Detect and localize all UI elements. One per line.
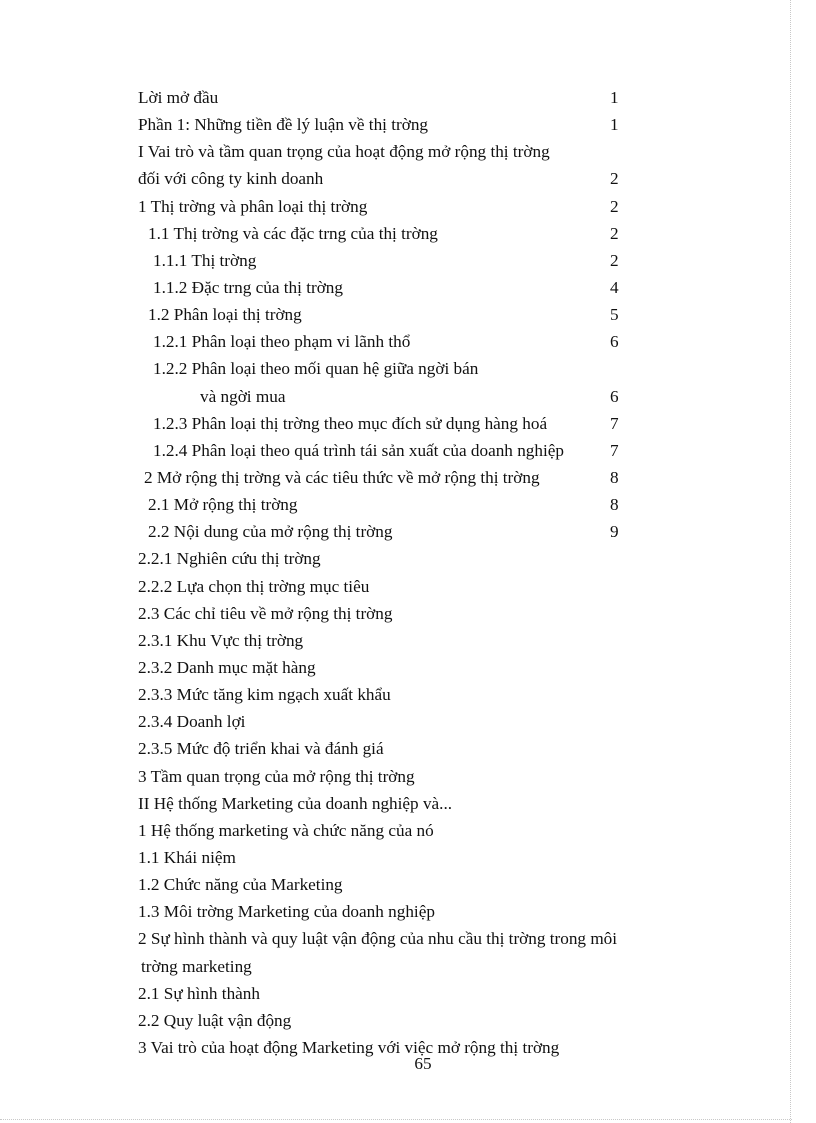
toc-entry	[0, 925, 816, 952]
toc-entry	[0, 790, 816, 817]
toc-entry	[0, 165, 816, 192]
toc-entry-title: 3 Tầm quan trọng của mở rộng thị trờng	[138, 766, 415, 786]
toc-entry	[0, 301, 816, 328]
toc-entry	[0, 600, 816, 627]
toc-entry-title: 1.2.2 Phân loại theo mối quan hệ giữa ngời bán	[153, 359, 479, 379]
toc-entry-title: 1.2 Phân loại thị trờng	[148, 305, 302, 325]
toc-entry-page-number: 2	[610, 196, 619, 216]
toc-entry-title: II Hệ thống Marketing của doanh nghiệp và...	[138, 793, 453, 813]
toc-entry-title: 1.3 Môi trờng Marketing của doanh nghiệp	[138, 902, 435, 922]
toc-entry-page-number: 9	[610, 522, 619, 542]
toc-entry-title: 1.2.3 Phân loại thị trờng theo mục đích sử dụng hàng hoá	[153, 413, 548, 433]
toc-entry-title: I Vai trò và tầm quan trọng của hoạt động mở rộng thị trờng	[138, 142, 550, 162]
toc-entry	[0, 953, 816, 980]
toc-entry-title: 3 Vai trò của hoạt động Marketing với việc mở rộng thị trờng	[138, 1037, 560, 1057]
toc-entry-title: 1.1 Thị trờng và các đặc trng của thị trờng	[148, 223, 438, 243]
toc-entry-title: 1.2.1 Phân loại theo phạm vi lãnh thổ	[153, 332, 411, 352]
toc-entry-page-number: 8	[610, 467, 619, 487]
toc-entry-title: Phần 1: Những tiền đề lý luận về thị trờng	[138, 115, 429, 135]
toc-entry-title: 2.2.1 Nghiên cứu thị trờng	[138, 549, 321, 569]
toc-entry	[0, 138, 816, 165]
toc-entry-title: 2.2 Quy luật vận động	[138, 1010, 292, 1030]
toc-entry	[0, 980, 816, 1007]
toc-entry-title: 2 Mở rộng thị trờng và các tiêu thức về mở rộng thị trờng	[144, 467, 540, 487]
toc-entry-page-number: 6	[610, 386, 619, 406]
toc-entry	[0, 735, 816, 762]
toc-entry-title: và ngời mua	[200, 386, 286, 406]
toc-entry	[0, 193, 816, 220]
toc-entry	[0, 84, 816, 111]
toc-entry	[0, 654, 816, 681]
toc-entry-page-number: 2	[610, 223, 619, 243]
toc-entry-title: 2.3.4 Doanh lợi	[138, 712, 246, 732]
toc-entry-page-number: 5	[610, 305, 619, 325]
toc-entry	[0, 708, 816, 735]
toc-entry	[0, 111, 816, 138]
toc-entry-page-number: 1	[610, 115, 619, 135]
toc-entry-title: 2.2 Nội dung của mở rộng thị trờng	[148, 522, 393, 542]
toc-entry-title: 1.2.4 Phân loại theo quá trình tái sản xuất của doanh nghiệp	[153, 440, 564, 460]
toc-entry-page-number: 4	[610, 277, 619, 297]
toc-entry-title: đối với công ty kinh doanh	[138, 169, 324, 189]
toc-entry-page-number: 6	[610, 332, 619, 352]
toc-entry-title: 2.3.2 Danh mục mặt hàng	[138, 657, 316, 677]
toc-entry-title: 2.1 Sự hình thành	[138, 983, 260, 1003]
toc-entry	[0, 220, 816, 247]
toc-entry-page-number: 7	[610, 413, 619, 433]
toc-entry-page-number: 2	[610, 250, 619, 270]
toc-entry	[0, 355, 816, 382]
page-number: 65	[414, 1054, 432, 1073]
toc-entry-title: 1.1.1 Thị trờng	[153, 250, 257, 270]
toc-entry	[0, 274, 816, 301]
toc-entry-title: trờng marketing	[141, 956, 252, 976]
toc-entry-title: 1.1 Khái niệm	[138, 847, 236, 867]
toc-entry-page-number: 2	[610, 169, 619, 189]
toc-entry-page-number: 7	[610, 440, 619, 460]
toc-entry-title: 1 Thị trờng và phân loại thị trờng	[138, 196, 368, 216]
toc-entry	[0, 1007, 816, 1034]
toc-entry	[0, 328, 816, 355]
toc-entry	[0, 247, 816, 274]
toc-entry-title: 2.3.1 Khu Vực thị trờng	[138, 630, 304, 650]
toc-entry-title: 1.1.2 Đặc trng của thị trờng	[153, 277, 343, 297]
toc-entry	[0, 681, 816, 708]
toc-entry-title: 2.3.5 Mức độ triển khai và đánh giá	[138, 739, 384, 759]
toc-entry-title: 1.2 Chức năng của Marketing	[138, 875, 343, 895]
toc-entry	[0, 763, 816, 790]
toc-entry-title: 1 Hệ thống marketing và chức năng của nó	[138, 820, 434, 840]
toc-entry	[0, 817, 816, 844]
toc-entry	[0, 518, 816, 545]
toc-entry	[0, 871, 816, 898]
toc-entry	[0, 627, 816, 654]
toc-entry-page-number: 8	[610, 495, 619, 515]
page-frame-bottom-border	[0, 1119, 792, 1120]
toc-entry	[0, 464, 816, 491]
toc-entry	[0, 545, 816, 572]
toc-entry	[0, 437, 816, 464]
table-of-contents	[0, 84, 816, 1061]
toc-entry-title: 2.1 Mở rộng thị trờng	[148, 495, 298, 515]
toc-entry-title: 2.3 Các chỉ tiêu về mở rộng thị trờng	[138, 603, 393, 623]
toc-entry	[0, 844, 816, 871]
toc-entry	[0, 491, 816, 518]
toc-entry-page-number: 1	[610, 88, 619, 107]
toc-entry	[0, 410, 816, 437]
toc-entry-title: Lời mở đầu	[138, 88, 219, 107]
toc-entry-title: 2.2.2 Lựa chọn thị trờng mục tiêu	[138, 576, 370, 596]
toc-entry	[0, 383, 816, 410]
toc-entry-title: 2 Sự hình thành và quy luật vận động của nhu cầu thị trờng trong môi	[138, 929, 618, 949]
toc-entry	[0, 573, 816, 600]
toc-entry	[0, 898, 816, 925]
toc-entry-title: 2.3.3 Mức tăng kim ngạch xuất khẩu	[138, 685, 391, 705]
